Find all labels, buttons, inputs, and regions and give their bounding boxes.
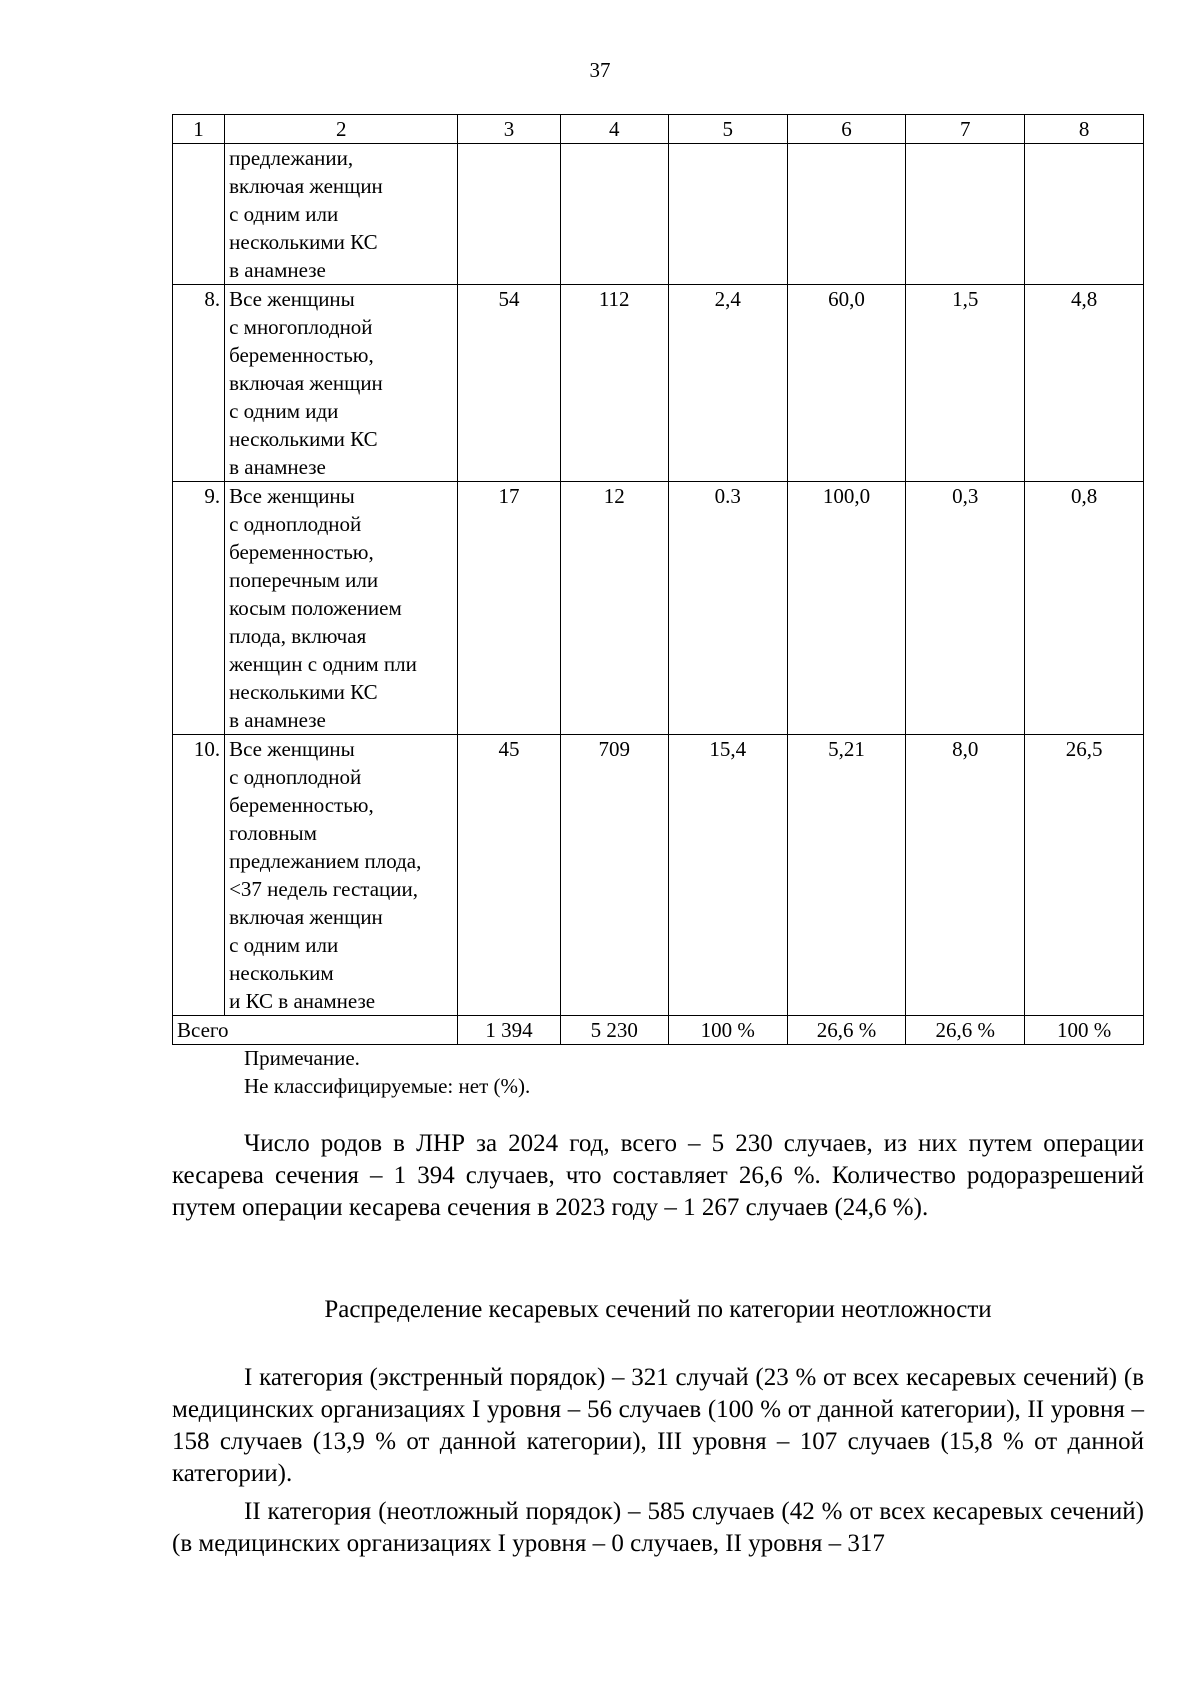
total-value: 26,6 %	[906, 1016, 1025, 1045]
row-description: предлежании, включая женщин с одним или несколькими КС в анамнезе	[225, 144, 458, 285]
cell-value: 54	[458, 285, 560, 482]
total-label: Всего	[173, 1016, 458, 1045]
column-header: 7	[906, 115, 1025, 144]
table-row	[173, 482, 1144, 735]
cell-value: 17	[458, 482, 560, 735]
total-value: 5 230	[560, 1016, 668, 1045]
table-row	[173, 735, 1144, 1016]
note-text: Не классифицируемые: нет (%).	[244, 1074, 531, 1098]
paragraph-category-1: I категория (экстренный порядок) – 321 случай (23 % от всех кесаревых сечений) (в медицинских организациях I уровня – 56 случаев (100 % от данной категории), II уровня – 158 случаев (13,9 % от данной категории), III уровня – 107 случаев (15,8 % от данной категории).	[172, 1364, 1144, 1487]
cell-value	[458, 144, 560, 285]
paragraph-births-summary: Число родов в ЛНР за 2024 год, всего – 5 230 случаев, из них путем операции кесарева сечения – 1 394 случаев, что составляет 26,6 %. Количество родоразрешений путем операции кесарева сечения в 2023 году – 1 267 случаев (24,6 %).	[172, 1130, 1144, 1221]
cell-value: 2,4	[668, 285, 787, 482]
total-value: 100 %	[1025, 1016, 1144, 1045]
column-header: 6	[787, 115, 906, 144]
row-number	[173, 144, 225, 285]
note-title: Примечание.	[244, 1046, 360, 1070]
row-description: Все женщины с одноплодной берeменностью, головным предлежанием плода, <37 недель гестации, включая женщин с одним или нескольким и КС в анамнезе	[225, 735, 458, 1016]
cell-value: 8,0	[906, 735, 1025, 1016]
column-header: 4	[560, 115, 668, 144]
cell-value: 15,4	[668, 735, 787, 1016]
cell-value: 709	[560, 735, 668, 1016]
statistics-table	[172, 114, 1144, 1045]
row-description: Все женщины с многоплодной беременностью, включая женщин с одним иди несколькими КС в анамнезе	[225, 285, 458, 482]
page-number: 37	[589, 58, 611, 82]
table-row	[173, 285, 1144, 482]
section-heading: Распределение кесаревых сечений по категории неотложности	[324, 1296, 992, 1323]
cell-value: 26,5	[1025, 735, 1144, 1016]
row-number: 9.	[173, 482, 225, 735]
table-total-row	[173, 1016, 1144, 1045]
cell-value: 4,8	[1025, 285, 1144, 482]
table-header-row	[173, 115, 1144, 144]
cell-value	[787, 144, 906, 285]
cell-value: 0.3	[668, 482, 787, 735]
total-value: 100 %	[668, 1016, 787, 1045]
cell-value	[560, 144, 668, 285]
cell-value: 0,3	[906, 482, 1025, 735]
column-header: 3	[458, 115, 560, 144]
cell-value	[1025, 144, 1144, 285]
cell-value	[906, 144, 1025, 285]
cell-value: 112	[560, 285, 668, 482]
cell-value: 60,0	[787, 285, 906, 482]
column-header: 2	[225, 115, 458, 144]
cell-value: 1,5	[906, 285, 1025, 482]
paragraph-category-2: II категория (неотложный порядок) – 585 случаев (42 % от всех кесаревых сечений) (в медицинских организациях I уровня – 0 случаев, II уровня – 317	[172, 1498, 1144, 1557]
cell-value: 12	[560, 482, 668, 735]
column-header: 1	[173, 115, 225, 144]
cell-value: 45	[458, 735, 560, 1016]
cell-value: 5,21	[787, 735, 906, 1016]
total-value: 26,6 %	[787, 1016, 906, 1045]
cell-value: 0,8	[1025, 482, 1144, 735]
cell-value: 100,0	[787, 482, 906, 735]
table-row	[173, 144, 1144, 285]
row-description: Все женщины с одноплодной беременностью, поперечным или косым положением плода, включая женщин с одним пли несколькими КС в анамнезе	[225, 482, 458, 735]
row-number: 10.	[173, 735, 225, 1016]
total-value: 1 394	[458, 1016, 560, 1045]
row-number: 8.	[173, 285, 225, 482]
column-header: 5	[668, 115, 787, 144]
cell-value	[668, 144, 787, 285]
column-header: 8	[1025, 115, 1144, 144]
